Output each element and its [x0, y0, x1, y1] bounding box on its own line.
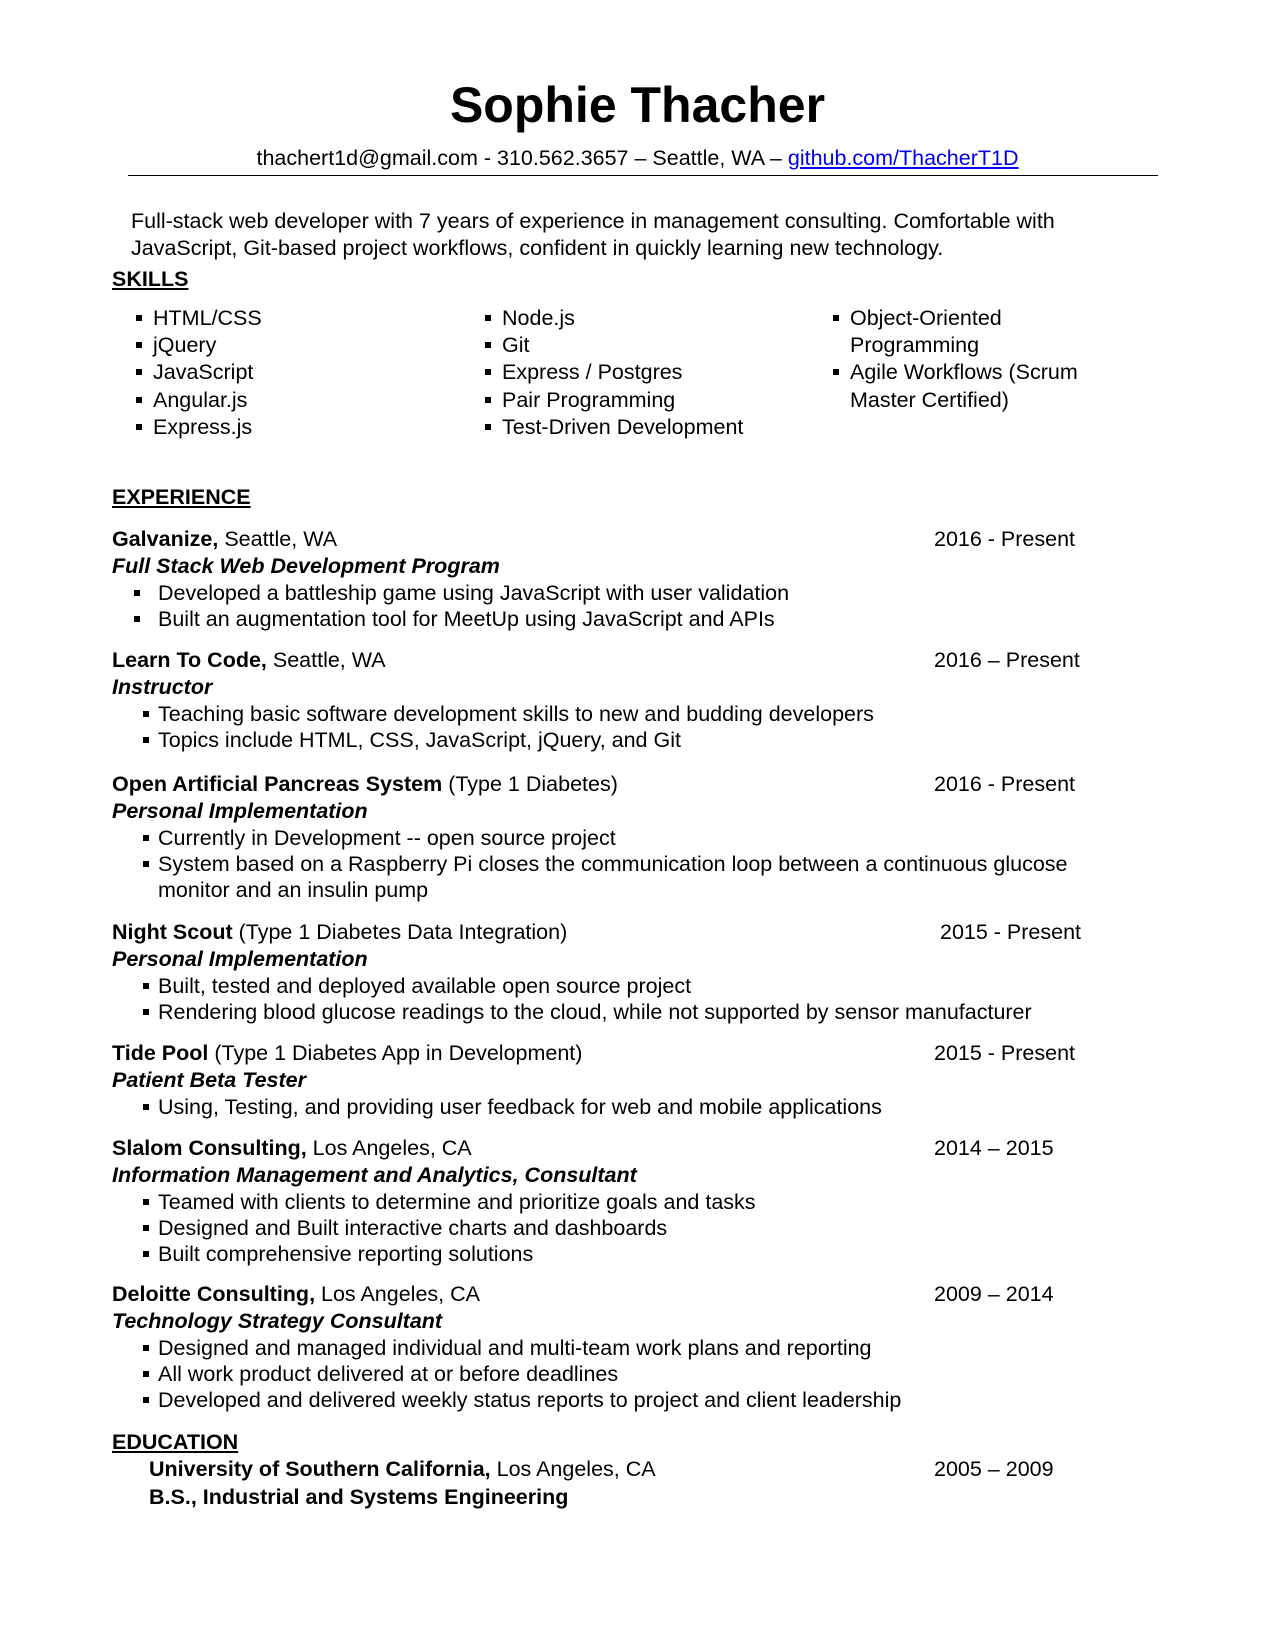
skill-item: Agile Workflows (Scrum Master Certified) — [832, 359, 1112, 413]
job-bullet: Teaching basic software development skills to new and budding developers — [112, 701, 1162, 727]
experience-heading: EXPERIENCE — [112, 485, 251, 509]
job-location: Los Angeles, CA — [306, 1136, 472, 1160]
job-bullet: Built an augmentation tool for MeetUp using JavaScript and APIs — [112, 606, 1162, 632]
skill-item: Git — [484, 332, 743, 359]
job-bullets — [112, 973, 1162, 1025]
job-entry-slalom — [112, 1135, 1162, 1267]
skill-item: Angular.js — [135, 387, 262, 414]
education-dates: 2005 – 2009 — [934, 1457, 1054, 1481]
summary-paragraph: Full-stack web developer with 7 years of experience in management consulting. Comfortable with JavaScript, Git-based project workflows, confident in quickly learning new technology. — [131, 209, 1055, 260]
job-title: Full Stack Web Development Program — [112, 554, 500, 578]
skill-item: JavaScript — [135, 359, 262, 386]
job-entry-openaps — [112, 771, 1162, 903]
skill-item: Object-Oriented Programming — [832, 305, 1112, 359]
job-org: Learn To Code, — [112, 648, 267, 672]
skill-item: Test-Driven Development — [484, 414, 743, 441]
job-title: Instructor — [112, 675, 213, 699]
job-entry-galvanize — [112, 526, 1162, 632]
job-location: (Type 1 Diabetes Data Integration) — [232, 920, 568, 944]
education-school-line — [149, 1456, 1149, 1483]
job-bullet: Developed and delivered weekly status reports to project and client leadership — [112, 1387, 1162, 1413]
job-bullet: Designed and Built interactive charts and dashboards — [112, 1215, 1162, 1241]
job-org: Open Artificial Pancreas System — [112, 772, 443, 796]
job-bullets — [112, 1189, 1162, 1267]
job-bullets — [112, 825, 1092, 903]
skills-column-2 — [484, 305, 743, 441]
education-heading: EDUCATION — [112, 1430, 239, 1454]
skill-item: Pair Programming — [484, 387, 743, 414]
job-bullet: All work product delivered at or before deadlines — [112, 1361, 1162, 1387]
education-degree: B.S., Industrial and Systems Engineering — [149, 1485, 569, 1509]
skill-item: HTML/CSS — [135, 305, 262, 332]
job-bullet: Built comprehensive reporting solutions — [112, 1241, 1162, 1267]
skills-heading: SKILLS — [112, 267, 189, 291]
job-org: Night Scout — [112, 920, 233, 944]
job-bullet: Rendering blood glucose readings to the cloud, while not supported by sensor manufacturer — [112, 999, 1162, 1025]
job-org: Tide Pool — [112, 1041, 209, 1065]
job-bullet: Built, tested and deployed available open source project — [112, 973, 1162, 999]
skill-item: jQuery — [135, 332, 262, 359]
skills-column-3 — [832, 305, 1112, 414]
job-bullet: Using, Testing, and providing user feedback for web and mobile applications — [112, 1094, 1162, 1120]
skills-column-1 — [135, 305, 262, 441]
job-bullet: Designed and managed individual and multi-team work plans and reporting — [112, 1335, 1162, 1361]
job-entry-deloitte — [112, 1281, 1162, 1413]
job-title: Technology Strategy Consultant — [112, 1309, 443, 1333]
job-location: Los Angeles, CA — [315, 1282, 480, 1306]
job-dates: 2016 - Present — [934, 772, 1076, 796]
job-bullet: System based on a Raspberry Pi closes the communication loop between a continuous glucose monitor and an insulin pump — [112, 851, 1092, 903]
job-bullet: Currently in Development -- open source project — [112, 825, 1092, 851]
job-bullets — [112, 1335, 1162, 1413]
job-bullets — [112, 1094, 1162, 1120]
job-bullet: Topics include HTML, CSS, JavaScript, jQuery, and Git — [112, 727, 1162, 753]
job-location: Seattle, WA — [266, 648, 386, 672]
github-link[interactable]: github.com/ThacherT1D — [787, 146, 1019, 170]
job-dates: 2016 – Present — [934, 648, 1080, 672]
skill-item: Express.js — [135, 414, 262, 441]
candidate-name: Sophie Thacher — [449, 77, 826, 133]
contact-details: thachert1d@gmail.com - 310.562.3657 – Seattle, WA – — [256, 146, 788, 170]
job-dates: 2016 - Present — [934, 527, 1076, 551]
job-title: Patient Beta Tester — [112, 1068, 306, 1092]
job-location: Seattle, WA — [218, 527, 338, 551]
job-location: (Type 1 Diabetes App in Development) — [208, 1041, 583, 1065]
header-divider — [128, 175, 1158, 176]
job-entry-tide-pool — [112, 1040, 1162, 1120]
job-dates: 2015 - Present — [934, 1041, 1076, 1065]
contact-line — [0, 145, 1275, 171]
job-bullets — [112, 580, 1162, 632]
job-title: Information Management and Analytics, Consultant — [112, 1163, 637, 1187]
job-title: Personal Implementation — [112, 799, 368, 823]
job-title: Personal Implementation — [112, 947, 368, 971]
job-bullet: Developed a battleship game using JavaScript with user validation — [112, 580, 1162, 606]
job-org: Slalom Consulting, — [112, 1136, 307, 1160]
job-bullet: Teamed with clients to determine and prioritize goals and tasks — [112, 1189, 1162, 1215]
skill-item: Node.js — [484, 305, 743, 332]
job-dates: 2009 – 2014 — [934, 1282, 1054, 1306]
job-dates: 2014 – 2015 — [934, 1136, 1054, 1160]
job-org: Deloitte Consulting, — [112, 1282, 316, 1306]
education-school: University of Southern California, — [149, 1457, 491, 1481]
education-location: Los Angeles, CA — [490, 1457, 656, 1481]
job-entry-learn-to-code — [112, 647, 1162, 753]
skill-item: Express / Postgres — [484, 359, 743, 386]
job-dates: 2015 - Present — [940, 920, 1082, 944]
job-entry-night-scout — [112, 919, 1162, 1025]
job-bullets — [112, 701, 1162, 753]
job-location: (Type 1 Diabetes) — [442, 772, 618, 796]
job-org: Galvanize, — [112, 527, 219, 551]
